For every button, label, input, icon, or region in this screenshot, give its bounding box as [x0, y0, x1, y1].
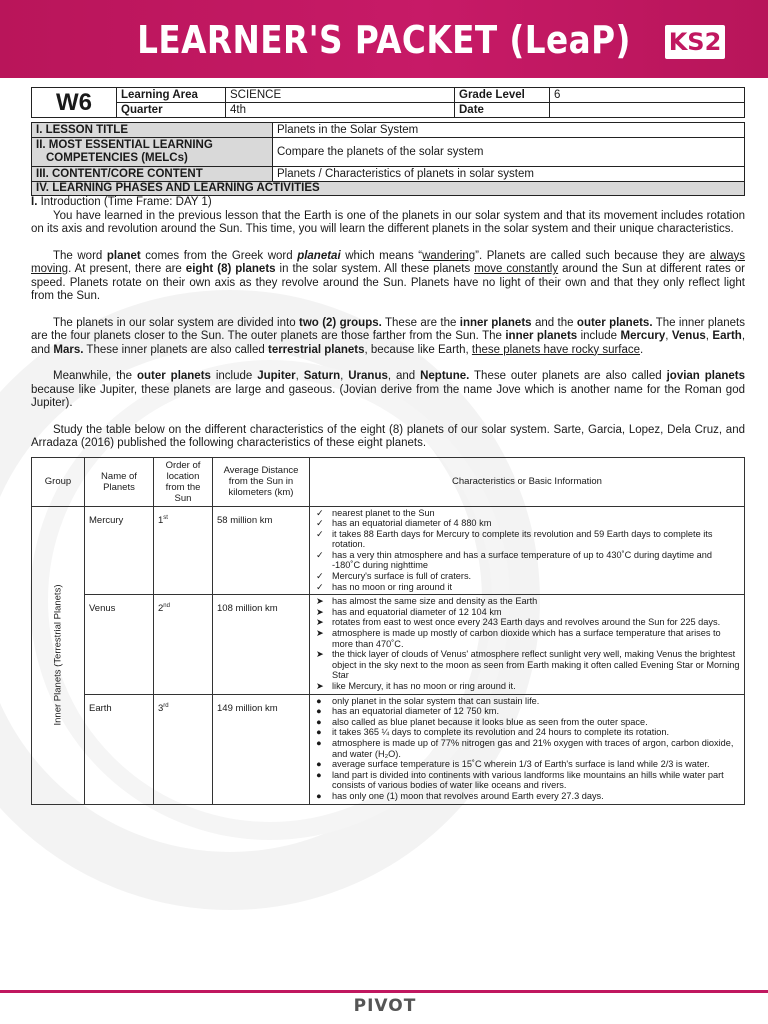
list-item: ● only planet in the solar system that can sustain life. [316, 695, 540, 706]
planet-distance: 108 million km [213, 595, 310, 694]
list-item: ➤ the thick layer of clouds of Venus' atmosphere reflect sunlight very well, making Venus the brightest object in the sky next to the moon as seen from Earth making it often called Evening Star or Morning Star [316, 649, 740, 681]
content-label: III. CONTENT/CORE CONTENT [32, 167, 273, 182]
list-item: ✓ it takes 88 Earth days for Mercury to complete its revolution and 59 Earth days to complete its rotation. [316, 528, 713, 550]
packet-content [31, 87, 745, 805]
list-item: ➤ like Mercury, it has no moon or ring around it. [316, 681, 516, 691]
col-distance: Average Distance from the Sun in kilometers (km) [213, 457, 310, 506]
learning-area-value: SCIENCE [226, 88, 455, 103]
list-item: ● it takes 365 ¼ days to complete its revolution and 24 hours to complete its rotation. [316, 727, 670, 738]
quarter-label: Quarter [117, 103, 226, 118]
group-label: Inner Planets (Terrestrial Planets) [52, 584, 64, 726]
header-table [31, 87, 745, 118]
ks2-badge: KS2 [665, 25, 725, 59]
intro-heading: I. Introduction (Time Frame: DAY 1) [31, 196, 212, 208]
list-item: ✓ has an equatorial diameter of 4 880 km [316, 518, 492, 529]
table-row [32, 694, 745, 804]
list-item: ● has only one (1) moon that revolves around Earth every 27.3 days. [316, 790, 604, 801]
introduction-section [31, 196, 745, 451]
intro-paragraph-2: The word planet comes from the Greek word planetai which means “wandering”. Planets are called such because they are always moving. At present, there are eight (8) planets in the solar system. All these planets move constantly around the Sun at different rates or speed. Planets rotate on their own axis as they revolve around the Sun. Planets have no light of their own and that they only reflect light from the Sun. [31, 249, 745, 302]
pivot-logo: PIVOT [340, 996, 430, 1020]
list-item: ● atmosphere is made up of 77% nitrogen gas and 21% oxygen with traces of argon, carbon dioxide, and water (H₂O). [316, 737, 734, 759]
planets-table-header [32, 457, 745, 506]
table-row [32, 506, 745, 595]
list-item: ➤ rotates from east to west once every 243 Earth days and revolves around the Sun for 225 days. [316, 617, 721, 628]
planet-characteristics [310, 694, 745, 804]
planet-order: 3rd [154, 694, 213, 804]
planet-order: 2nd [154, 595, 213, 694]
banner-title: LEARNER'S PACKET (LeaP) [137, 18, 631, 62]
date-label: Date [455, 103, 550, 118]
planet-order: 1st [154, 506, 213, 595]
header-banner [0, 0, 768, 78]
lesson-title-label: I. LESSON TITLE [32, 123, 273, 138]
col-characteristics: Characteristics or Basic Information [310, 457, 745, 506]
planet-name: Venus [85, 595, 154, 694]
week-label: W6 [32, 88, 117, 118]
planets-table [31, 457, 745, 805]
list-item: ✓ Mercury's surface is full of craters. [316, 571, 472, 582]
melc-label [32, 138, 273, 167]
col-name: Name of Planets [85, 457, 154, 506]
content-value: Planets / Characteristics of planets in solar system [273, 167, 745, 182]
intro-paragraph-5: Study the table below on the different characteristics of the eight (8) planets of our solar system. Sarte, Garcia, Lopez, Dela Cruz, and Arradaza (2016) published the following characteristics of these eight planets. [31, 423, 745, 449]
quarter-value: 4th [226, 103, 455, 118]
learning-phases-header: IV. LEARNING PHASES AND LEARNING ACTIVITIES [31, 182, 745, 196]
intro-paragraph-4: Meanwhile, the outer planets include Jupiter, Saturn, Uranus, and Neptune. These outer planets are also called jovian planets because like Jupiter, these planets are large and gaseous. (Jovian derive from the name Jove which is another name for the Roman god Jupiter). [31, 370, 746, 409]
melc-label-line1: II. MOST ESSENTIAL LEARNING [36, 139, 213, 151]
planet-characteristics [310, 506, 745, 595]
intro-paragraph-1: You have learned in the previous lesson that the Earth is one of the planets in our solar system and that its movement includes rotation on its axis and revolution around the Sun. This time, you will learn the different planets in the solar system and their unique characteristics. [31, 209, 745, 235]
list-item: ● also called as blue planet because it looks blue as seen from the outer space. [316, 716, 648, 727]
list-item: ✓ has no moon or ring around it [316, 581, 453, 592]
footer-line [0, 990, 768, 993]
list-item: ● land part is divided into continents with various landforms like mountains an hills while water part consists of various bodies of water like oceans and rivers. [316, 769, 724, 791]
list-item: ➤ has almost the same size and density as the Earth [316, 596, 538, 607]
list-item: ➤ atmosphere is made up mostly of carbon dioxide which has a surface temperature that arises to more than 470˚C. [316, 628, 721, 649]
grade-level-label: Grade Level [455, 88, 550, 103]
planet-distance: 149 million km [213, 694, 310, 804]
col-order: Order of location from the Sun [154, 457, 213, 506]
intro-paragraph-3: The planets in our solar system are divided into two (2) groups. These are the inner planets and the outer planets. The inner planets are the four planets closer to the Sun. The outer planets are those farther from the Sun. The inner planets include Mercury, Venus, Earth, and Mars. These inner planets are also called terrestrial planets, because like Earth, these planets have rocky surface. [31, 316, 746, 356]
planet-name: Mercury [85, 506, 154, 595]
list-item: ● has an equatorial diameter of 12 750 km. [316, 706, 500, 717]
lesson-title-value: Planets in the Solar System [273, 123, 745, 138]
planet-name: Earth [85, 694, 154, 804]
group-cell [32, 506, 85, 804]
list-item: ➤ has and equatorial diameter of 12 104 km [316, 606, 502, 617]
list-item: ✓ nearest planet to the Sun [316, 507, 435, 518]
grade-level-value: 6 [550, 88, 745, 103]
lesson-table [31, 122, 745, 182]
planet-distance: 58 million km [213, 506, 310, 595]
melc-label-line2: COMPETENCIES (MELCs) [46, 152, 188, 164]
melc-value: Compare the planets of the solar system [273, 138, 745, 167]
list-item: ✓ has a very thin atmosphere and has a surface temperature of up to 430˚C during daytime and -180˚C during nighttime [316, 549, 712, 571]
table-row [32, 595, 745, 694]
list-item: ● average surface temperature is 15˚C wherein 1/3 of Earth's surface is land while 2/3 is water. [316, 759, 710, 770]
date-value [550, 103, 745, 118]
planet-characteristics [310, 595, 745, 694]
learning-area-label: Learning Area [117, 88, 226, 103]
col-group: Group [32, 457, 85, 506]
